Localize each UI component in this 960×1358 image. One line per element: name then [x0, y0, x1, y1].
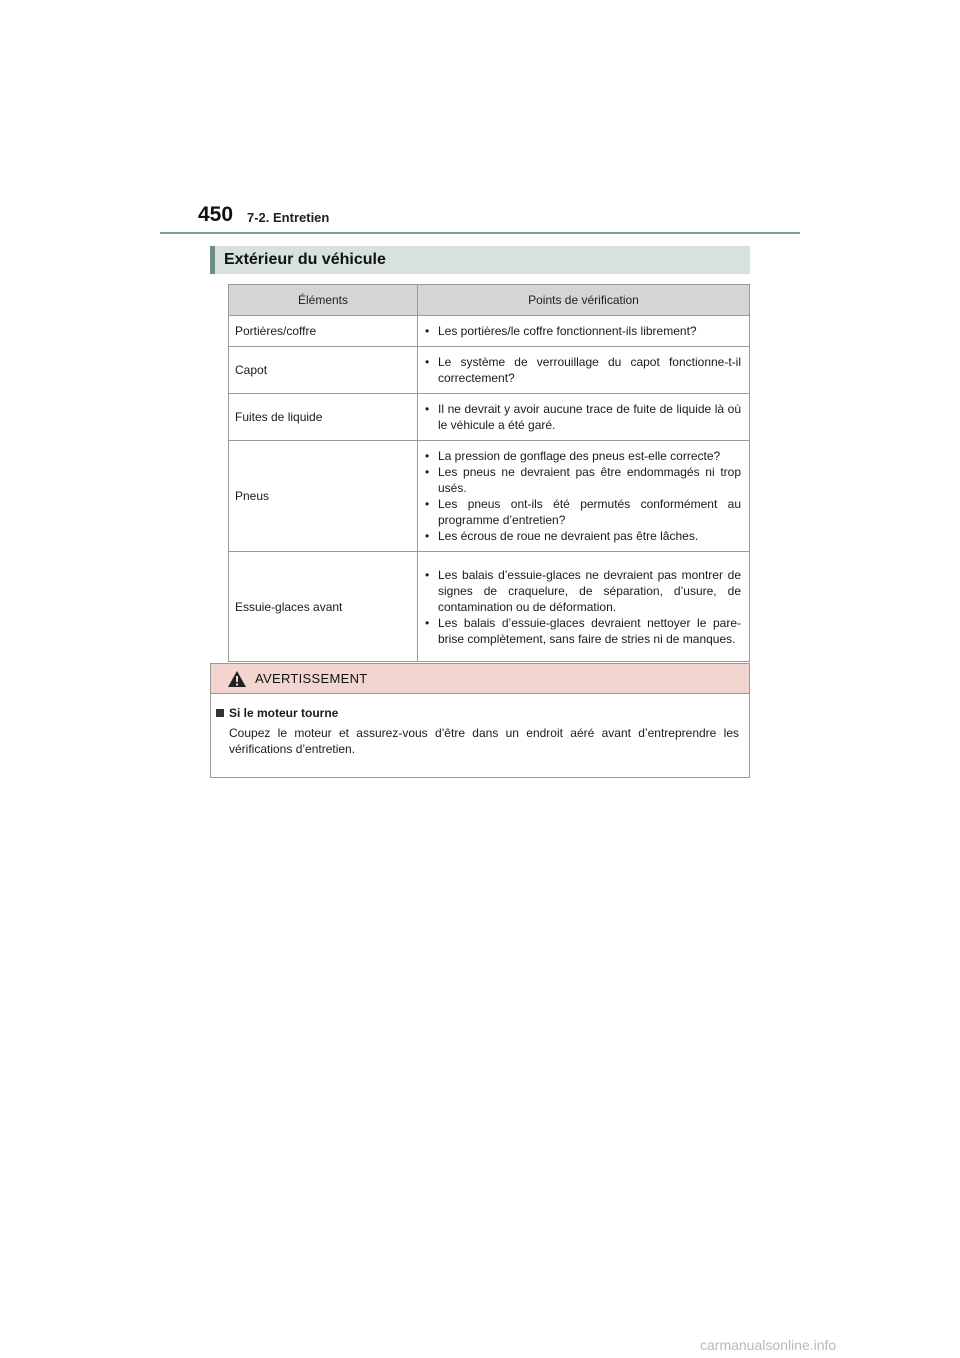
check-point: • Le système de verrouillage du capot fonctionne-t-il correctement?	[424, 354, 741, 386]
warning-subtitle-text: Si le moteur tourne	[229, 706, 339, 720]
points-cell	[418, 441, 750, 552]
check-point: • Il ne devrait y avoir aucune trace de fuite de liquide là où le véhicule a été garé.	[424, 401, 741, 433]
table-header-row	[229, 285, 750, 316]
warning-triangle-icon	[227, 670, 247, 688]
points-cell	[418, 394, 750, 441]
warning-title: AVERTISSEMENT	[255, 671, 368, 686]
warning-header	[211, 664, 749, 694]
table-row	[229, 316, 750, 347]
section-title: Extérieur du véhicule	[210, 246, 750, 274]
header-divider	[160, 232, 800, 234]
table-row	[229, 394, 750, 441]
warning-subtitle	[216, 706, 739, 720]
item-cell: Pneus	[229, 441, 418, 552]
warning-text: Coupez le moteur et assurez-vous d’être dans un endroit aéré avant d’entreprendre les vérifications d’entretien.	[229, 726, 739, 756]
warning-box	[210, 663, 750, 778]
check-point: • Les balais d’essuie-glaces ne devraient pas montrer de signes de craquelure, de séparation, d’usure, de contamination ou de déformation.	[424, 567, 741, 615]
column-header-items: Éléments	[229, 285, 418, 316]
table-row	[229, 347, 750, 394]
item-cell: Fuites de liquide	[229, 394, 418, 441]
watermark: carmanualsonline.info	[700, 1337, 837, 1353]
square-bullet-icon	[216, 709, 224, 717]
points-cell	[418, 347, 750, 394]
warning-body	[211, 694, 749, 757]
table-row	[229, 552, 750, 662]
page-number: 450	[198, 203, 234, 226]
check-point: • Les balais d’essuie-glaces devraient nettoyer le pare-brise complètement, sans faire de stries ni de manques.	[424, 615, 741, 647]
chapter-title: 7-2. Entretien	[247, 210, 330, 225]
check-point: • Les pneus ont-ils été permutés conformément au programme d’entretien?	[424, 496, 741, 528]
check-point: • Les écrous de roue ne devraient pas être lâches.	[424, 528, 741, 544]
check-point: • Les pneus ne devraient pas être endommagés ni trop usés.	[424, 464, 741, 496]
item-cell: Portières/coffre	[229, 316, 418, 347]
check-point: • La pression de gonflage des pneus est-elle correcte?	[424, 448, 741, 464]
inspection-table	[228, 284, 750, 662]
check-point: • Les portières/le coffre fonctionnent-ils librement?	[424, 323, 741, 339]
points-cell	[418, 316, 750, 347]
item-cell: Capot	[229, 347, 418, 394]
item-cell: Essuie-glaces avant	[229, 552, 418, 662]
column-header-points: Points de vérification	[418, 285, 750, 316]
points-cell	[418, 552, 750, 662]
table-row	[229, 441, 750, 552]
